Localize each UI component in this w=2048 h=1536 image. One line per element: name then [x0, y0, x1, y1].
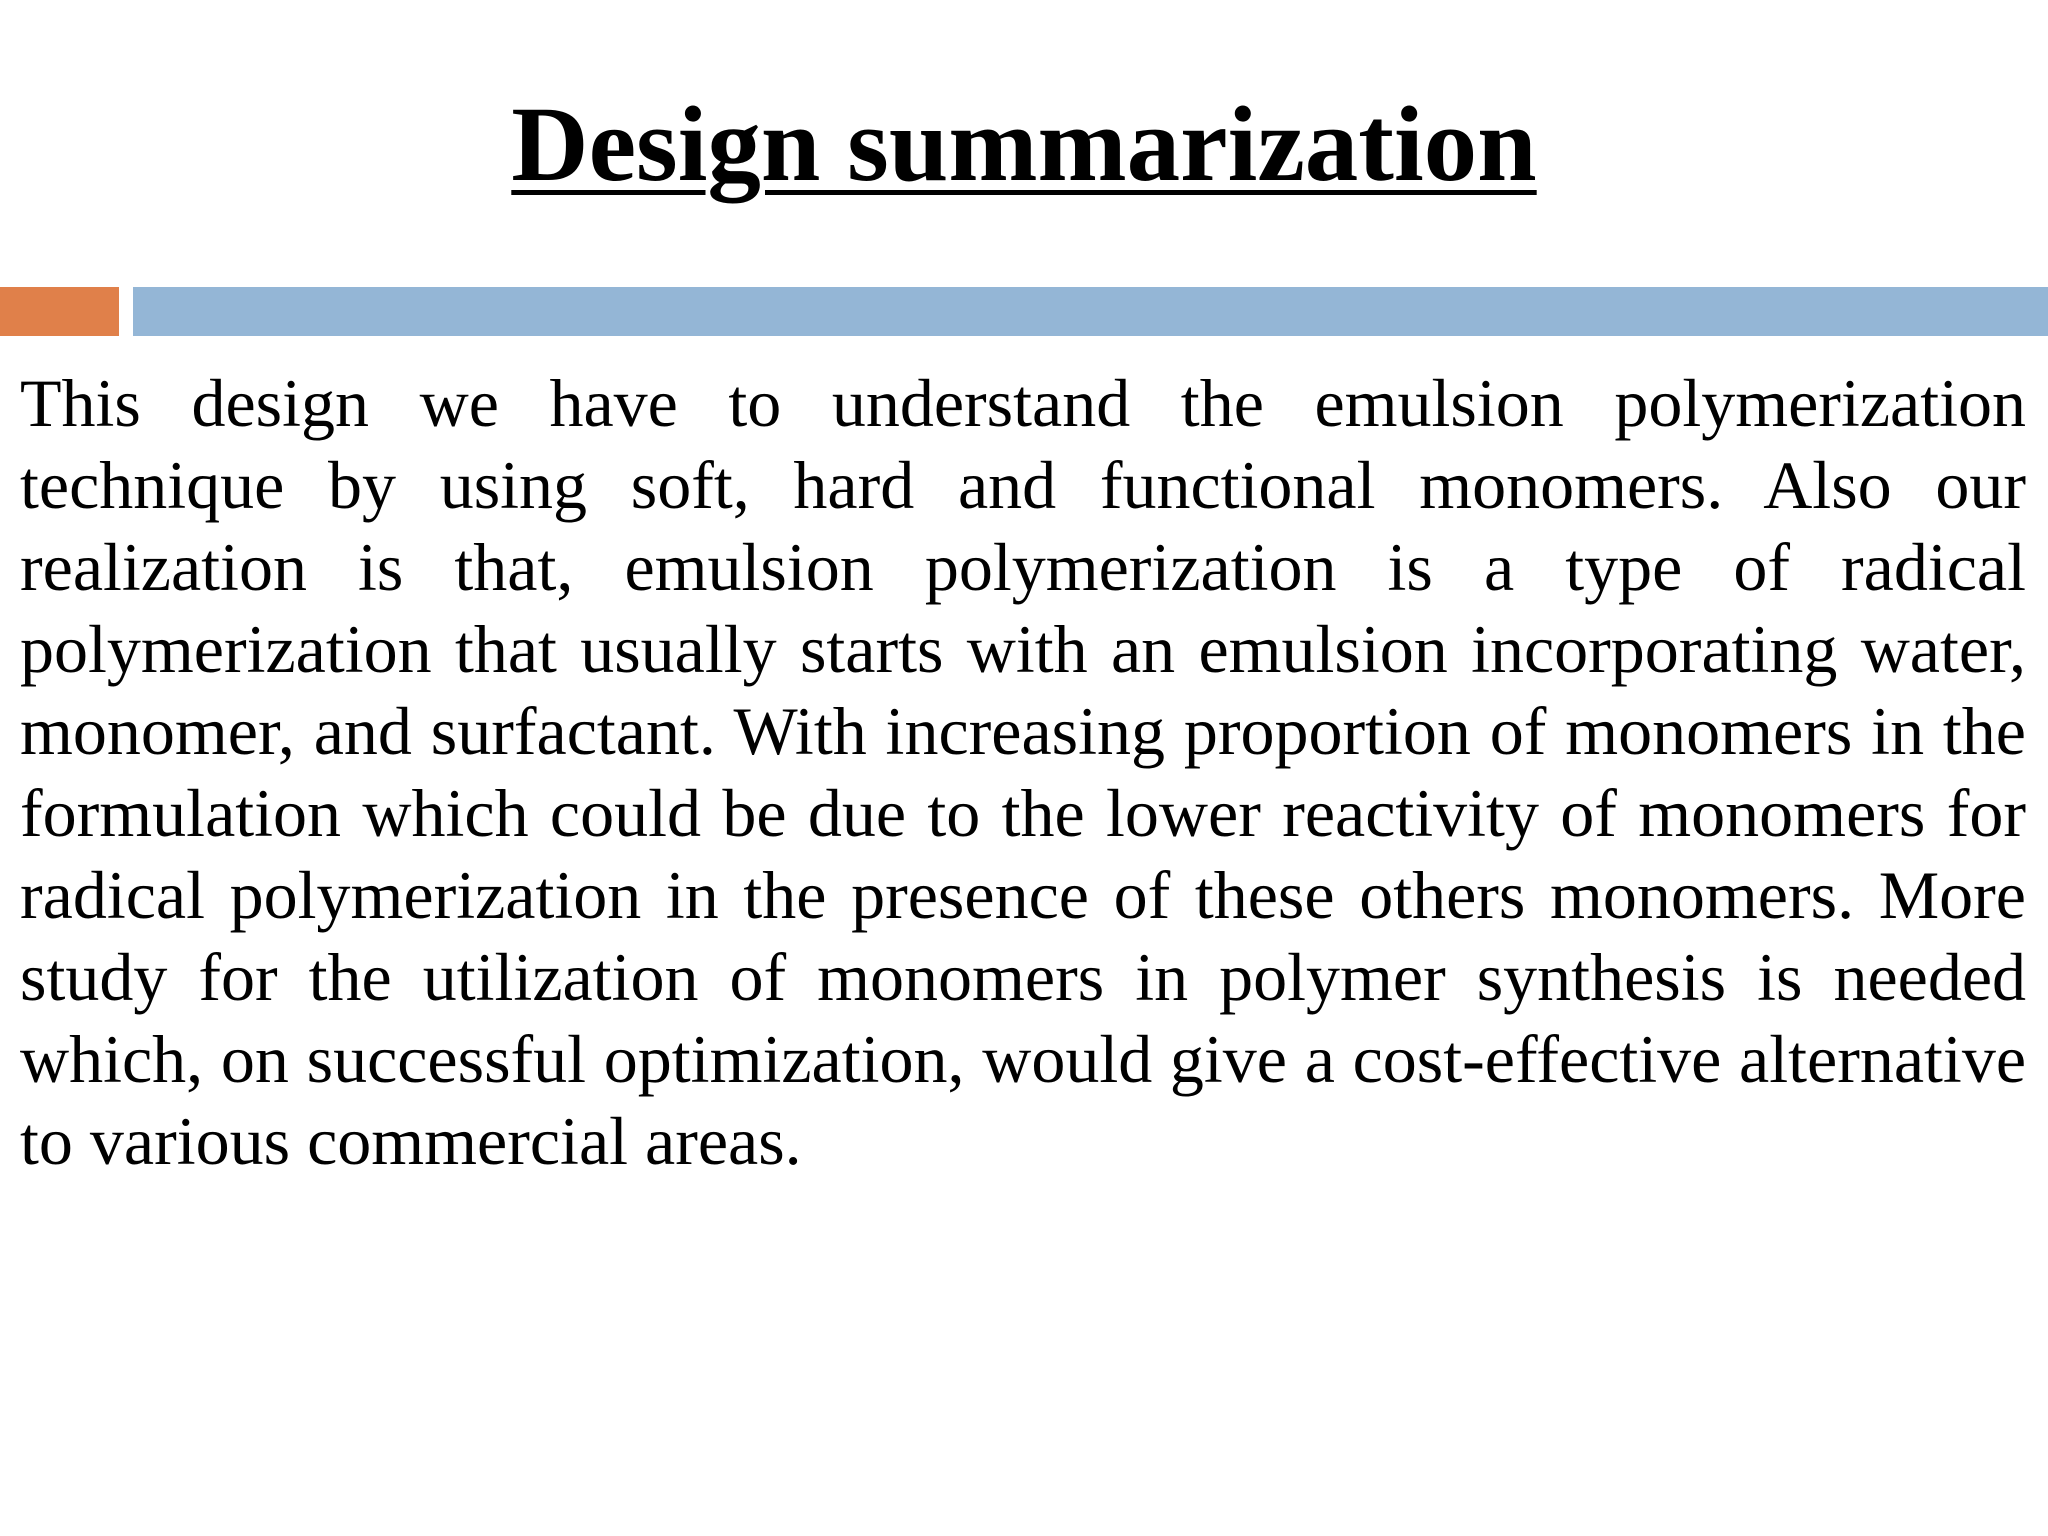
body-paragraph: This design we have to understand the emulsion polymerization technique by using soft, hard and functional monomers. Also our realization is that, emulsion polymerization is a type of radical polymerization that usually starts with an emulsion incorporating water, monomer, and surfactant. With increasing proportion of monomers in the formulation which could be due to the lower reactivity of monomers for radical polymerization in the presence of these others monomers. More study for the utilization of monomers in polymer synthesis is needed which, on successful optimization, would give a cost-effective alternative to various commercial areas.: [20, 365, 2026, 1179]
accent-bar-orange: [0, 287, 119, 336]
slide-title: Design summarization: [511, 86, 1537, 204]
accent-bar-blue: [133, 287, 2048, 336]
